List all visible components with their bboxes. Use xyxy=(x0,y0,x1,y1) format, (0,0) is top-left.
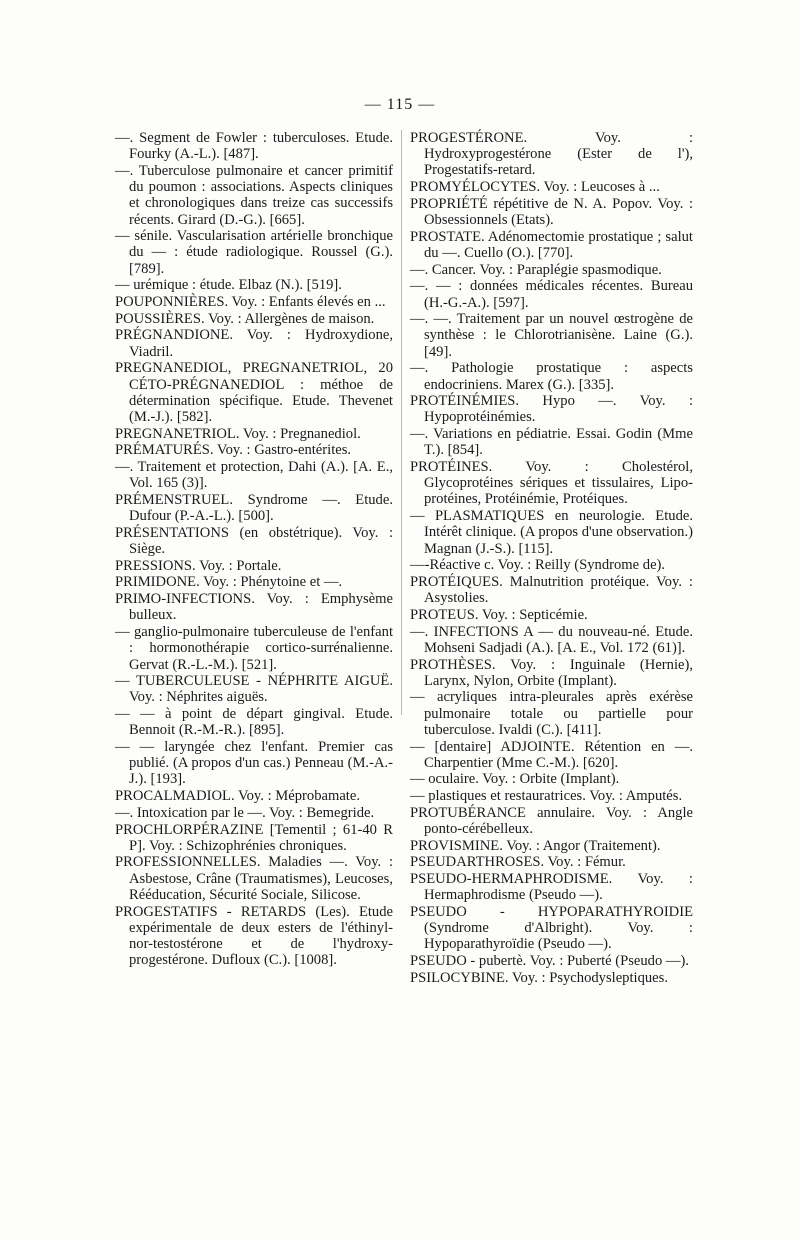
index-entry: — urémique : étude. Elbaz (N.). [519]. xyxy=(115,277,342,294)
index-entry: —. Segment de Fowler : tuberculoses. Etude. Fourky (A.-L.). [487]. xyxy=(115,130,393,163)
index-entry: PRIMO-INFECTIONS. Voy. : Emphysème bulleux. xyxy=(115,591,393,624)
index-entry: PRÉMATURÉS. Voy. : Gastro-entérites. xyxy=(115,442,352,459)
index-entry: PSEUDARTHROSES. Voy. : Fémur. xyxy=(410,854,626,871)
index-entry: —. INFECTIONS A — du nouveau-né. Etude. Mohseni Sadjadi (A.). [A. E., Vol. 172 (61)]. xyxy=(410,623,693,656)
index-entry: PRIMIDONE. Voy. : Phénytoine et —. xyxy=(115,574,343,591)
index-entry: —. — : données médicales récentes. Bureau (H.-G.-A.). [597]. xyxy=(410,278,693,311)
index-entry: PRÉMENSTRUEL. Syndrome —. Etude. Dufour (P.-A.-L.). [500]. xyxy=(115,491,393,525)
index-entry: POUPONNIÈRES. Voy. : Enfants élevés en ... xyxy=(115,294,386,311)
index-entry: PREGNANETRIOL. Voy. : Pregnanediol. xyxy=(115,425,361,442)
index-entry: — sénile. Vascularisation artérielle bronchique du — : étude radiologique. Roussel (G.). [789]. xyxy=(115,228,393,277)
index-entry: PSEUDO - pubertè. Voy. : Puberté (Pseudo —). xyxy=(410,953,690,970)
index-entry: PROFESSIONNELLES. Maladies —. Voy. : Asbestose, Crâne (Traumatismes), Leucoses, Rééducation, Sécurité Sociale, Silicose. xyxy=(115,854,393,903)
index-entry: PROMYÉLOCYTES. Voy. : Leucoses à ... xyxy=(410,179,660,196)
index-entry: PROTÉIQUES. Malnutrition protéique. Voy. : Asystolies. xyxy=(410,573,693,607)
index-entry: — acryliques intra-pleurales après exérèse pulmonaire totale ou partielle pour tuberculose. Ivaldi (C.). [411]. xyxy=(410,689,693,738)
index-entry: —. Variations en pédiatrie. Essai. Godin (Mme T.). [854]. xyxy=(410,426,693,459)
index-entry: —. Cancer. Voy. : Paraplégie spasmodique. xyxy=(410,261,662,278)
index-entry: PROPRIÉTÉ répétitive de N. A. Popov. Voy. : Obsessionnels (Etats). xyxy=(410,195,693,229)
index-entry: PROSTATE. Adénomectomie prostatique ; salut du —. Cuello (O.). [770]. xyxy=(410,228,693,261)
index-entry: — plastiques et restauratrices. Voy. : Amputés. xyxy=(410,788,683,805)
index-entry: PROCALMADIOL. Voy. : Méprobamate. xyxy=(115,788,360,805)
index-entry: POUSSIÈRES. Voy. : Allergènes de maison. xyxy=(115,310,375,327)
index-entry: — TUBERCULEUSE - NÉPHRITE AIGUË. Voy. : Néphrites aiguës. xyxy=(115,673,393,706)
index-entry: PROTÉINES. Voy. : Cholestérol, Glycoprotéines sériques et tissulaires, Lipo-protéines, Protéinémie, Protéiques. xyxy=(410,459,693,508)
index-entry: PROCHLORPÉRAZINE [Tementil ; 61-40 R P]. Voy. : Schizophrénies chroniques. xyxy=(115,821,393,854)
index-entry: — [dentaire] ADJOINTE. Rétention en —. Charpentier (Mme C.-M.). [620]. xyxy=(410,738,693,771)
index-entry: PROVISMINE. Voy. : Angor (Traitement). xyxy=(410,837,661,854)
index-entry: — oculaire. Voy. : Orbite (Implant). xyxy=(410,771,620,788)
right-column xyxy=(410,130,693,987)
index-entry: PSEUDO-HERMAPHRODISME. Voy. : Hermaphrodisme (Pseudo —). xyxy=(410,871,693,904)
index-entry: PROGESTATIFS - RETARDS (Les). Etude expérimentale de deux esters de l'éthinyl-nor-testostérone et de l'hydroxy-progestérone. Dufloux (C.). [1008]. xyxy=(115,903,393,969)
index-entry: —. Tuberculose pulmonaire et cancer primitif du poumon : associations. Aspects cliniques et chronologiques dans treize cas successifs récents. Girard (D.-G.). [665]. xyxy=(115,162,393,228)
index-entry: PROTHÈSES. Voy. : Inguinale (Hernie), Larynx, Nylon, Orbite (Implant). xyxy=(410,656,693,689)
index-entry: PROTÉINÉMIES. Hypo —. Voy. : Hypoprotéinémies. xyxy=(410,393,693,426)
index-entry: —. —. Traitement par un nouvel œstrogène de synthèse : le Chlorotrianisène. Laine (G.). [49]. xyxy=(410,311,693,360)
index-entry: — — laryngée chez l'enfant. Premier cas publié. (A propos d'un cas.) Penneau (M.-A.-J.). [193]. xyxy=(115,739,393,788)
index-entry: —. Traitement et protection, Dahi (A.). [A. E., Vol. 165 (3)]. xyxy=(115,459,393,492)
index-entry: — PLASMATIQUES en neurologie. Etude. Intérêt clinique. (A propos d'une observation.) Magnan (J.-S.). [115]. xyxy=(410,508,693,557)
index-entry: —-Réactive c. Voy. : Reilly (Syndrome de). xyxy=(410,557,666,574)
index-entry: PSILOCYBINE. Voy. : Psychodysleptiques. xyxy=(410,969,668,986)
index-entry: —. Pathologie prostatique : aspects endocriniens. Marex (G.). [335]. xyxy=(410,360,693,393)
column-divider xyxy=(401,130,402,715)
index-entry: PROGESTÉRONE. Voy. : Hydroxyprogestérone (Ester de l'), Progestatifs-retard. xyxy=(410,130,693,179)
index-entry: PREGNANEDIOL, PREGNANETRIOL, 20 CÉTO-PRÉGNANEDIOL : méthoe de détermination spécifique. Etude. Thevenet (M.-J.). [582]. xyxy=(115,360,393,425)
index-entry: — — à point de départ gingival. Etude. Bennoit (R.-M.-R.). [895]. xyxy=(115,706,393,739)
index-entry: PROTUBÉRANCE annulaire. Voy. : Angle ponto-cérébelleux. xyxy=(410,804,693,838)
left-column xyxy=(115,130,393,969)
index-entry: PRESSIONS. Voy. : Portale. xyxy=(115,557,282,574)
page-number: — 115 — xyxy=(364,96,436,113)
index-entry: PROTEUS. Voy. : Septicémie. xyxy=(410,606,588,623)
index-entry: PRÉGNANDIONE. Voy. : Hydroxydione, Viadril. xyxy=(115,327,393,360)
index-entry: —. Intoxication par le —. Voy. : Bemegride. xyxy=(115,804,375,821)
index-entry: — ganglio-pulmonaire tuberculeuse de l'enfant : hormonothérapie cortico-surrénalienne. Gervat (R.-L.-M.). [521]. xyxy=(115,624,393,673)
index-entry: PSEUDO - HYPOPARATHYROIDIE (Syndrome d'Albright). Voy. : Hypoparathyroïdie (Pseudo —). xyxy=(410,904,693,953)
index-entry: PRÉSENTATIONS (en obstétrique). Voy. : Siège. xyxy=(115,524,393,558)
